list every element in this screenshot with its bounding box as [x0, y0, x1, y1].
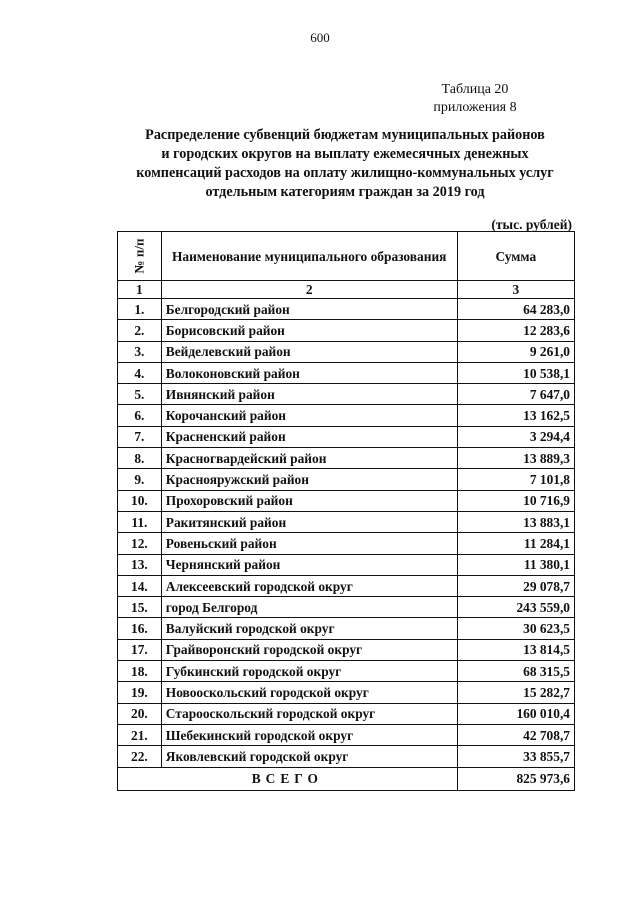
row-name: Губкинский городской округ	[161, 661, 457, 682]
row-sum: 10 716,9	[457, 490, 574, 511]
row-name: Яковлевский городской округ	[161, 746, 457, 767]
row-number: 19.	[118, 682, 162, 703]
row-sum: 160 010,4	[457, 703, 574, 724]
table-row	[118, 703, 575, 724]
row-name: Красненский район	[161, 426, 457, 447]
row-sum: 12 283,6	[457, 320, 574, 341]
row-sum: 3 294,4	[457, 426, 574, 447]
row-name: Борисовский район	[161, 320, 457, 341]
table-row	[118, 511, 575, 532]
table-row	[118, 299, 575, 320]
row-sum: 64 283,0	[457, 299, 574, 320]
row-number: 13.	[118, 554, 162, 575]
row-sum: 29 078,7	[457, 575, 574, 596]
table-row	[118, 639, 575, 660]
table-reference	[400, 81, 550, 117]
total-sum: 825 973,6	[457, 767, 574, 790]
table-row	[118, 490, 575, 511]
row-number: 21.	[118, 724, 162, 745]
row-sum: 42 708,7	[457, 724, 574, 745]
row-name: Старооскольский городской округ	[161, 703, 457, 724]
table-row	[118, 533, 575, 554]
row-sum: 13 162,5	[457, 405, 574, 426]
row-number: 16.	[118, 618, 162, 639]
row-name: Ракитянский район	[161, 511, 457, 532]
header-number-cell	[118, 232, 162, 281]
row-number: 17.	[118, 639, 162, 660]
row-number: 4.	[118, 362, 162, 383]
row-sum: 68 315,5	[457, 661, 574, 682]
row-name: Чернянский район	[161, 554, 457, 575]
row-sum: 30 623,5	[457, 618, 574, 639]
table-row	[118, 362, 575, 383]
row-name: город Белгород	[161, 597, 457, 618]
title-line2: и городских округов на выплату ежемесячных денежных	[161, 146, 529, 162]
row-sum: 15 282,7	[457, 682, 574, 703]
row-name: Красногвардейский район	[161, 448, 457, 469]
row-sum: 11 380,1	[457, 554, 574, 575]
table-row	[118, 405, 575, 426]
column-index-1: 1	[118, 281, 162, 299]
table-header-row	[118, 232, 575, 281]
header-sum-cell: Сумма	[457, 232, 574, 281]
row-name: Краснояружский район	[161, 469, 457, 490]
table-reference-line2: приложения 8	[433, 100, 517, 115]
row-name: Новооскольский городской округ	[161, 682, 457, 703]
row-number: 7.	[118, 426, 162, 447]
row-number: 11.	[118, 511, 162, 532]
units-label: (тыс. рублей)	[491, 217, 572, 232]
row-number: 1.	[118, 299, 162, 320]
table-row	[118, 448, 575, 469]
row-number: 2.	[118, 320, 162, 341]
row-name: Валуйский городской округ	[161, 618, 457, 639]
table-row	[118, 384, 575, 405]
row-sum: 13 883,1	[457, 511, 574, 532]
row-name: Ивнянский район	[161, 384, 457, 405]
row-number: 5.	[118, 384, 162, 405]
table-row	[118, 554, 575, 575]
row-number: 15.	[118, 597, 162, 618]
table-row	[118, 341, 575, 362]
column-index-3: 3	[457, 281, 574, 299]
table-row	[118, 618, 575, 639]
row-number: 18.	[118, 661, 162, 682]
row-sum: 33 855,7	[457, 746, 574, 767]
row-sum: 13 889,3	[457, 448, 574, 469]
table-reference-line1: Таблица 20	[441, 82, 509, 97]
title-line3: компенсаций расходов на оплату жилищно-коммунальных услуг	[136, 165, 554, 181]
row-sum: 7 647,0	[457, 384, 574, 405]
header-name-cell: Наименование муниципального образования	[161, 232, 457, 281]
column-index-row	[118, 281, 575, 299]
row-sum: 9 261,0	[457, 341, 574, 362]
row-number: 9.	[118, 469, 162, 490]
row-name: Прохоровский район	[161, 490, 457, 511]
row-name: Ровеньский район	[161, 533, 457, 554]
row-sum: 7 101,8	[457, 469, 574, 490]
row-name: Белгородский район	[161, 299, 457, 320]
row-name: Волоконовский район	[161, 362, 457, 383]
row-number: 22.	[118, 746, 162, 767]
row-sum: 11 284,1	[457, 533, 574, 554]
document-title	[100, 126, 590, 202]
title-line1: Распределение субвенций бюджетам муниципальных районов	[145, 127, 545, 143]
row-sum: 13 814,5	[457, 639, 574, 660]
row-number: 20.	[118, 703, 162, 724]
column-index-2: 2	[161, 281, 457, 299]
row-number: 12.	[118, 533, 162, 554]
total-row	[118, 767, 575, 790]
table-row	[118, 682, 575, 703]
total-label: ВСЕГО	[118, 767, 458, 790]
table-row	[118, 469, 575, 490]
subsidy-table	[117, 231, 575, 791]
table-row	[118, 746, 575, 767]
title-line4: отдельным категориям граждан за 2019 год	[205, 184, 485, 200]
row-name: Вейделевский район	[161, 341, 457, 362]
header-number-label: № п/п	[131, 238, 147, 274]
row-number: 14.	[118, 575, 162, 596]
row-number: 10.	[118, 490, 162, 511]
table-row	[118, 597, 575, 618]
row-name: Шебекинский городской округ	[161, 724, 457, 745]
row-number: 6.	[118, 405, 162, 426]
table-row	[118, 575, 575, 596]
row-name: Грайворонский городской округ	[161, 639, 457, 660]
table-row	[118, 320, 575, 341]
row-name: Алексеевский городской округ	[161, 575, 457, 596]
row-name: Корочанский район	[161, 405, 457, 426]
row-sum: 243 559,0	[457, 597, 574, 618]
table-row	[118, 724, 575, 745]
table-row	[118, 661, 575, 682]
row-number: 3.	[118, 341, 162, 362]
row-sum: 10 538,1	[457, 362, 574, 383]
row-number: 8.	[118, 448, 162, 469]
table-row	[118, 426, 575, 447]
page-number: 600	[310, 30, 330, 45]
